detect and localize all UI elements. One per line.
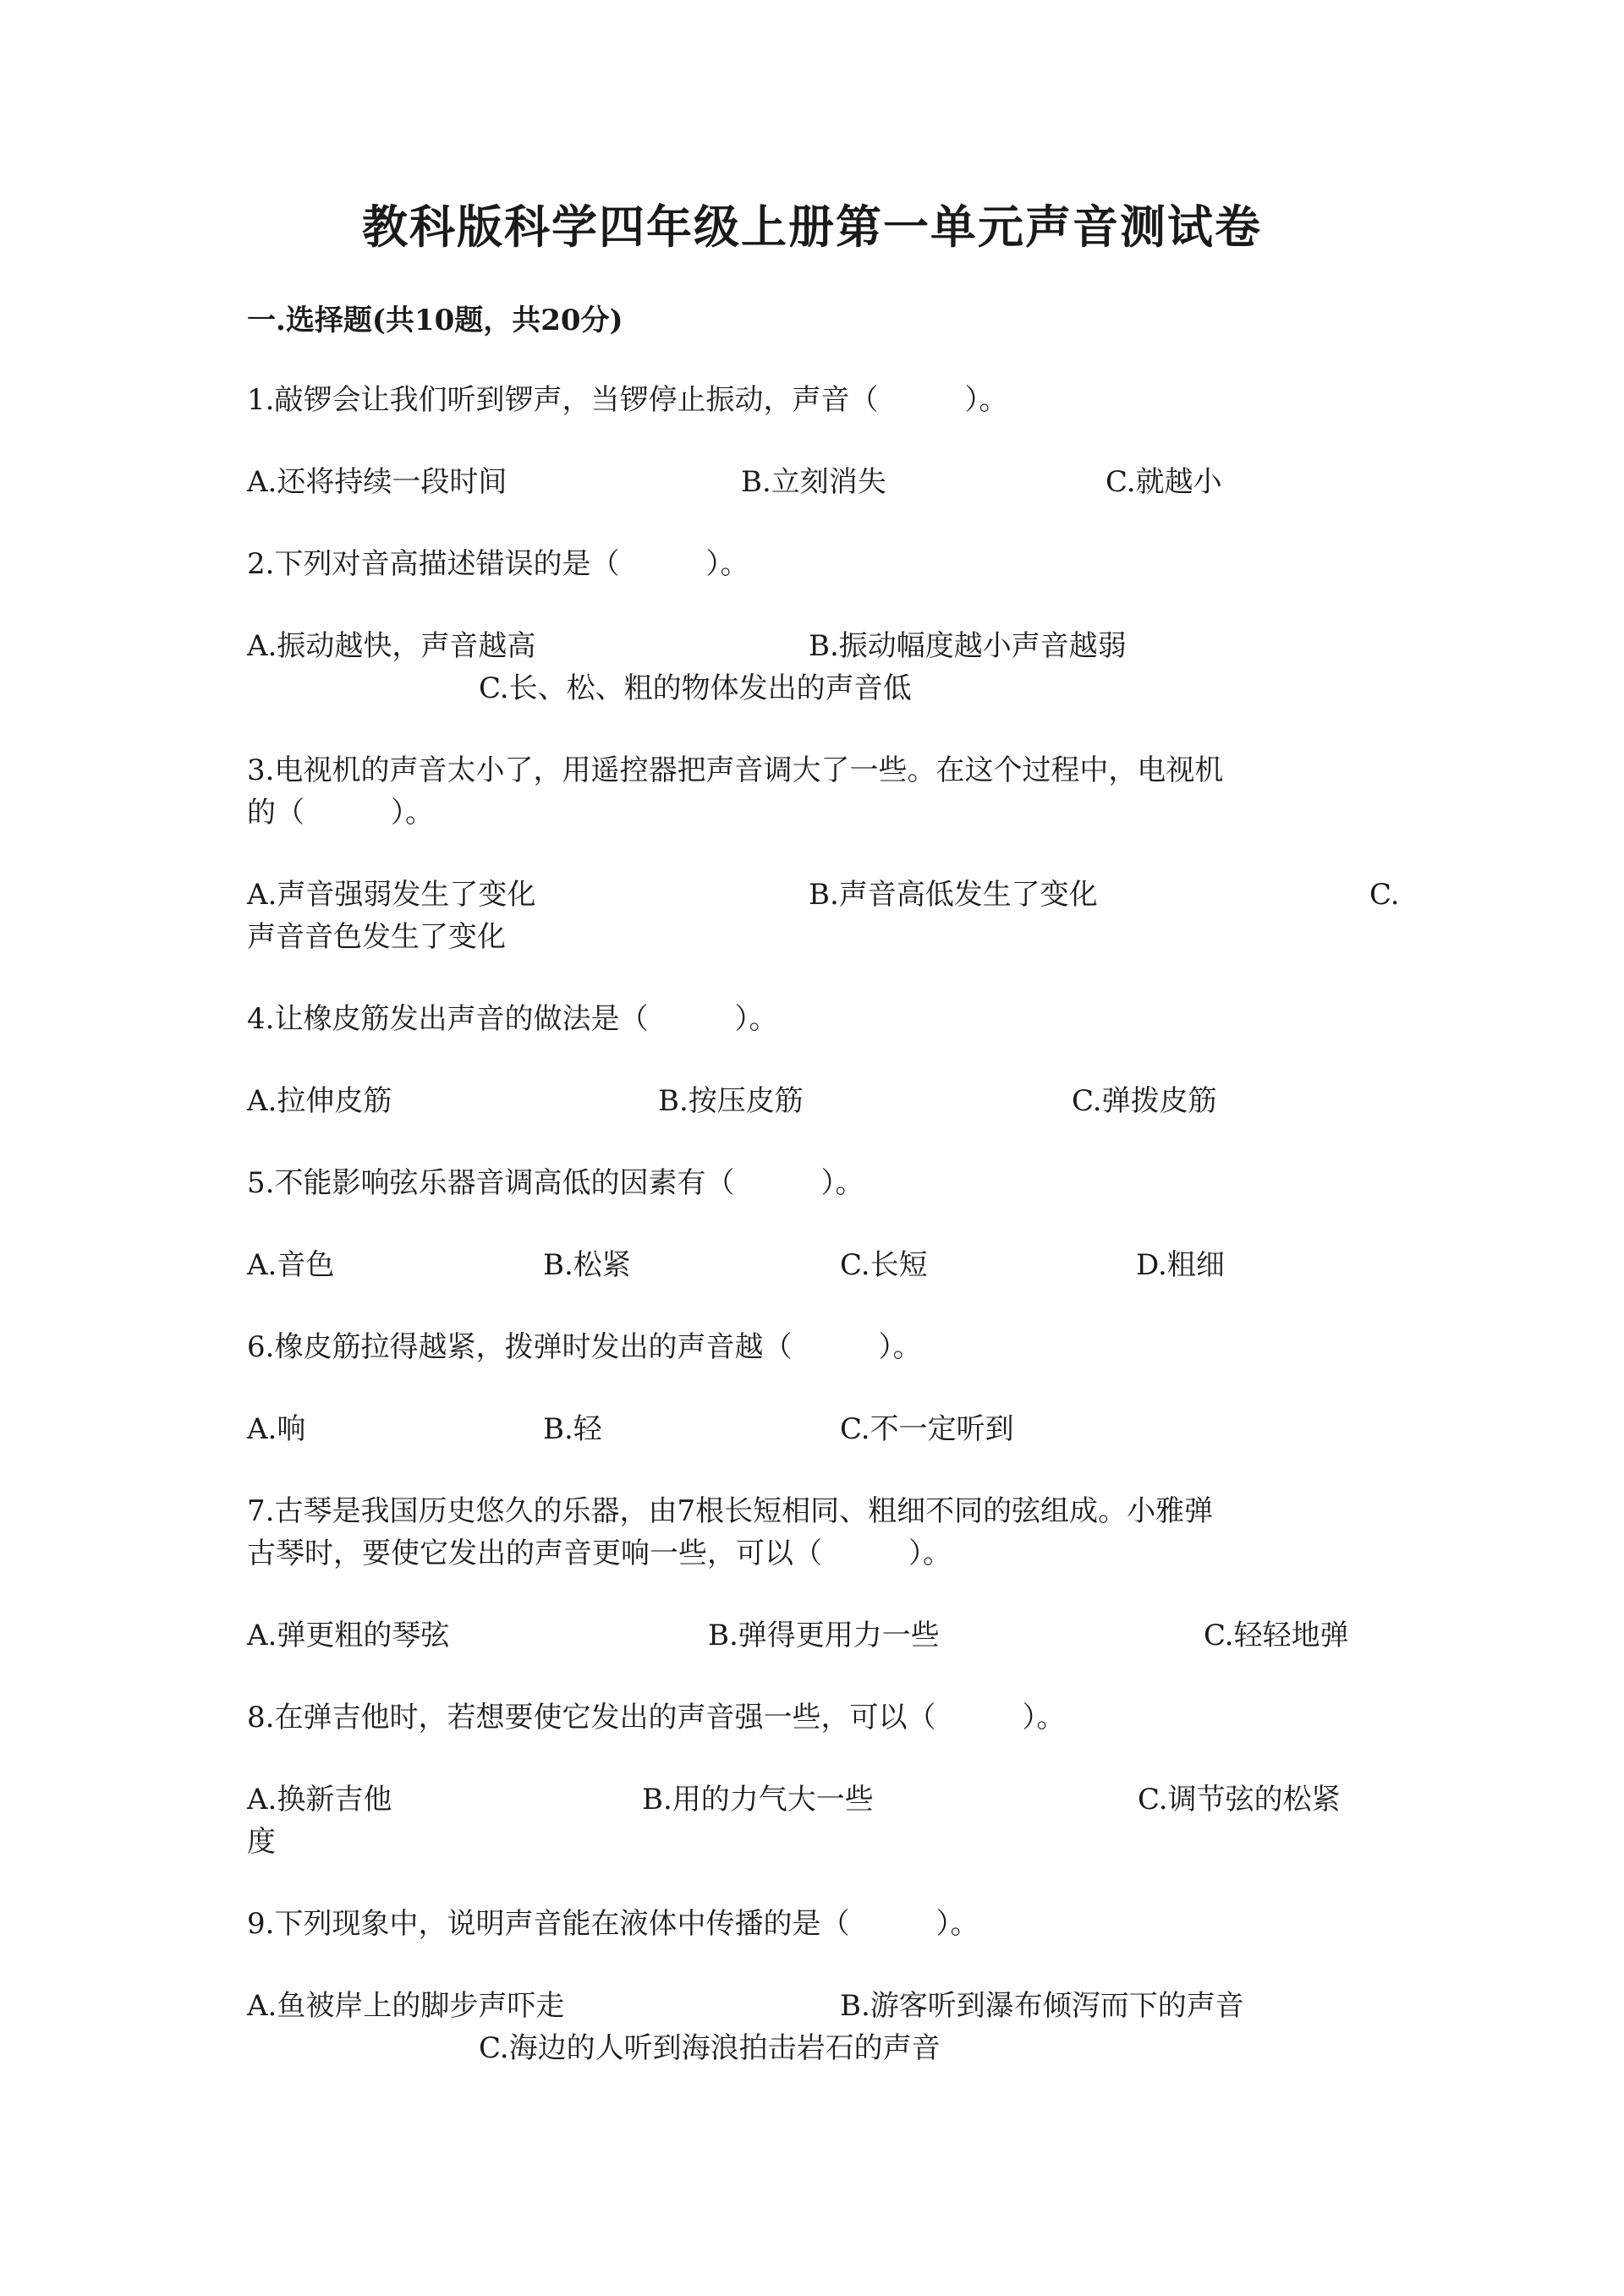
question-7-option-b: B.弹得更用力一些 — [708, 1619, 940, 1652]
question-3-option-a: A.声音强弱发生了变化 — [247, 878, 536, 912]
question-1-stem: 1.敲锣会让我们听到锣声，当锣停止振动，声音（ ）。 — [247, 383, 1008, 417]
question-9-stem: 9.下列现象中，说明声音能在液体中传播的是（ ）。 — [247, 1907, 979, 1941]
question-7-stem-line-1: 7.古琴是我国历史悠久的乐器，由7根长短相同、粗细不同的弦组成。小雅弹 — [247, 1494, 1214, 1528]
question-5-option-a: A.音色 — [247, 1248, 335, 1282]
section-heading: 一.选择题(共10题，共20分) — [247, 304, 623, 337]
question-6-stem: 6.橡皮筋拉得越紧，拨弹时发出的声音越（ ）。 — [247, 1330, 922, 1364]
question-4-option-b: B.按压皮筋 — [658, 1084, 804, 1118]
question-3-option-b: B.声音高低发生了变化 — [809, 878, 1098, 912]
question-4-stem: 4.让橡皮筋发出声音的做法是（ ）。 — [247, 1002, 778, 1036]
question-5-option-b: B.松紧 — [543, 1248, 631, 1282]
question-8-option-c-continued: 度 — [247, 1825, 276, 1859]
question-8-stem: 8.在弹吉他时，若想要使它发出的声音强一些，可以（ ）。 — [247, 1701, 1066, 1734]
question-1-option-b: B.立刻消失 — [741, 465, 886, 499]
question-8-option-b: B.用的力气大一些 — [642, 1783, 874, 1817]
question-5-option-d: D.粗细 — [1136, 1248, 1225, 1282]
question-4-option-c: C.弹拨皮筋 — [1072, 1084, 1217, 1118]
question-3-option-c-text: 声音音色发生了变化 — [247, 920, 506, 954]
question-9-option-c: C.海边的人听到海浪拍击岩石的声音 — [479, 2031, 941, 2065]
question-4-option-a: A.拉伸皮筋 — [247, 1084, 392, 1118]
question-2-option-a: A.振动越快，声音越高 — [247, 629, 536, 663]
question-3-stem-line-2: 的（ ）。 — [247, 796, 434, 830]
question-2-option-c: C.长、松、粗的物体发出的声音低 — [479, 671, 912, 705]
page-title: 教科版科学四年级上册第一单元声音测试卷 — [362, 200, 1262, 254]
question-8-option-a: A.换新吉他 — [247, 1783, 392, 1817]
question-6-option-c: C.不一定听到 — [840, 1412, 1014, 1446]
question-5-option-c: C.长短 — [840, 1248, 928, 1282]
question-7-option-c: C.轻轻地弹 — [1204, 1619, 1349, 1652]
question-6-option-a: A.响 — [247, 1412, 306, 1446]
question-8-option-c: C.调节弦的松紧 — [1138, 1783, 1341, 1817]
question-7-stem-line-2: 古琴时，要使它发出的声音更响一些，可以（ ）。 — [247, 1537, 952, 1570]
question-3-option-c-label: C. — [1369, 878, 1400, 912]
question-1-option-c: C.就越小 — [1106, 465, 1222, 499]
question-2-stem: 2.下列对音高描述错误的是（ ）。 — [247, 547, 749, 581]
question-6-option-b: B.轻 — [543, 1412, 602, 1446]
question-2-option-b: B.振动幅度越小声音越弱 — [809, 629, 1127, 663]
question-5-stem: 5.不能影响弦乐器音调高低的因素有（ ）。 — [247, 1166, 864, 1200]
question-9-option-b: B.游客听到瀑布倾泻而下的声音 — [840, 1989, 1244, 2023]
question-1-option-a: A.还将持续一段时间 — [247, 465, 508, 499]
question-7-option-a: A.弹更粗的琴弦 — [247, 1619, 450, 1652]
question-9-option-a: A.鱼被岸上的脚步声吓走 — [247, 1989, 565, 2023]
question-3-stem-line-1: 3.电视机的声音太小了，用遥控器把声音调大了一些。在这个过程中，电视机 — [247, 753, 1224, 787]
